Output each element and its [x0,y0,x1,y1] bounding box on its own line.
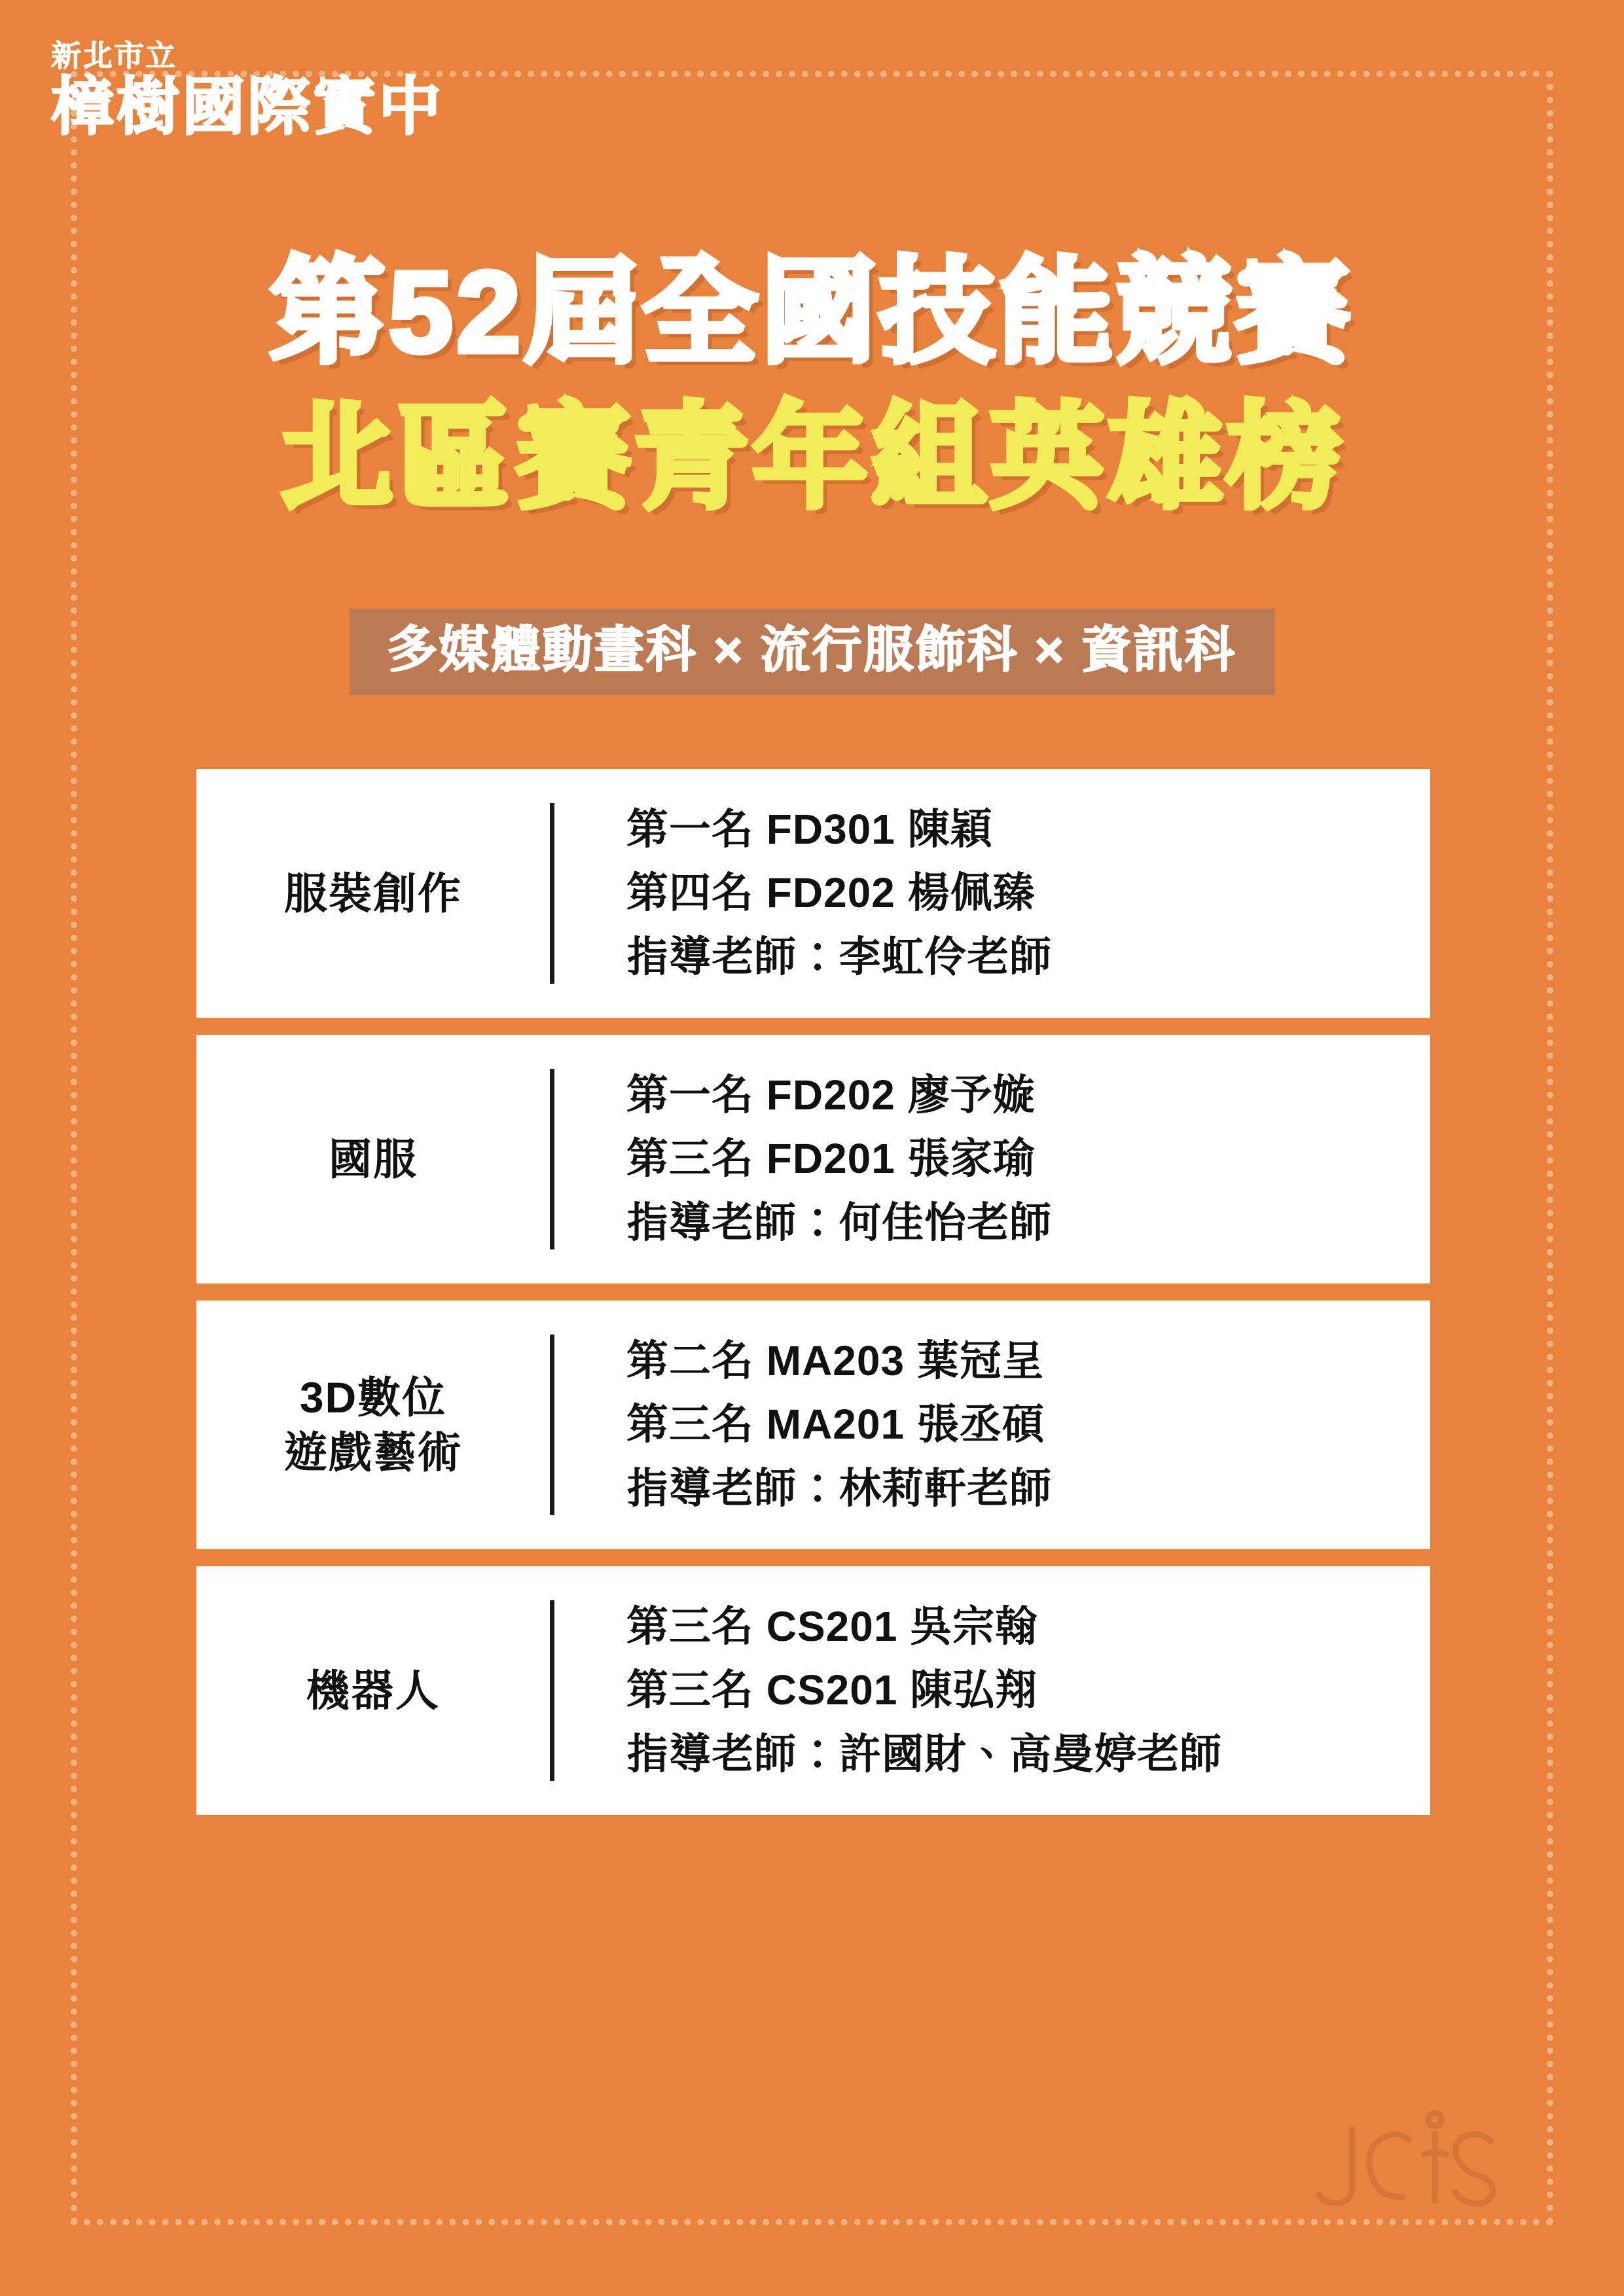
result-line: 第一名 FD202 廖予嫙 [626,1071,1036,1119]
list-item [196,769,1430,1018]
card-category-label-line1: 3D數位 [299,1372,447,1422]
list-item [196,1035,1430,1283]
teacher-line: 指導老師：何佳怡老師 [626,1198,1052,1246]
result-line: 第三名 CS201 吳宗翰 [626,1603,1038,1651]
card-category-label: 機器人 [306,1666,440,1715]
card-divider [550,1600,554,1781]
school-city-label: 新北市立 [51,39,177,73]
card-category-label: 服裝創作 [284,869,462,918]
result-line: 第一名 FD301 陳穎 [626,806,993,853]
school-name-label: 樟樹國際實中 [51,72,444,142]
card-result-lines [554,798,1430,989]
teacher-line: 指導老師：林莉軒老師 [626,1464,1052,1512]
title-line-1: 第52屆全國技能競賽 [270,249,1354,376]
card-result-lines [554,1064,1430,1255]
result-line: 第三名 FD201 張家瑜 [626,1135,1036,1183]
card-divider [550,803,554,984]
card-category-label-line2: 遊戲藝術 [284,1428,462,1477]
result-line: 第三名 CS201 陳弘翔 [626,1666,1038,1714]
result-line: 第四名 FD202 楊佩臻 [626,869,1036,917]
subtitle-text: 多媒體動畫科 × 流行服飾科 × 資訊科 [387,622,1237,678]
list-item [196,1566,1430,1815]
results-list [196,769,1430,1815]
card-category-label [196,1370,550,1480]
teacher-line: 指導老師：許國財、高曼婷老師 [626,1730,1222,1778]
card-result-lines [554,1329,1430,1520]
card-divider [550,1335,554,1515]
card-result-lines [554,1595,1430,1786]
title-line-2: 北區賽青年組英雄榜 [279,394,1345,522]
school-logo-block [51,41,640,141]
card-divider [550,1069,554,1249]
teacher-line: 指導老師：李虹伶老師 [626,933,1052,980]
card-category-label: 國服 [329,1134,418,1183]
result-line: 第二名 MA203 葉冠呈 [626,1337,1045,1385]
school-watermark-logo-icon [1307,2108,1503,2225]
page-title [0,249,1624,522]
list-item [196,1300,1430,1549]
subtitle-band [350,609,1274,695]
result-line: 第三名 MA201 張丞碩 [626,1401,1045,1448]
